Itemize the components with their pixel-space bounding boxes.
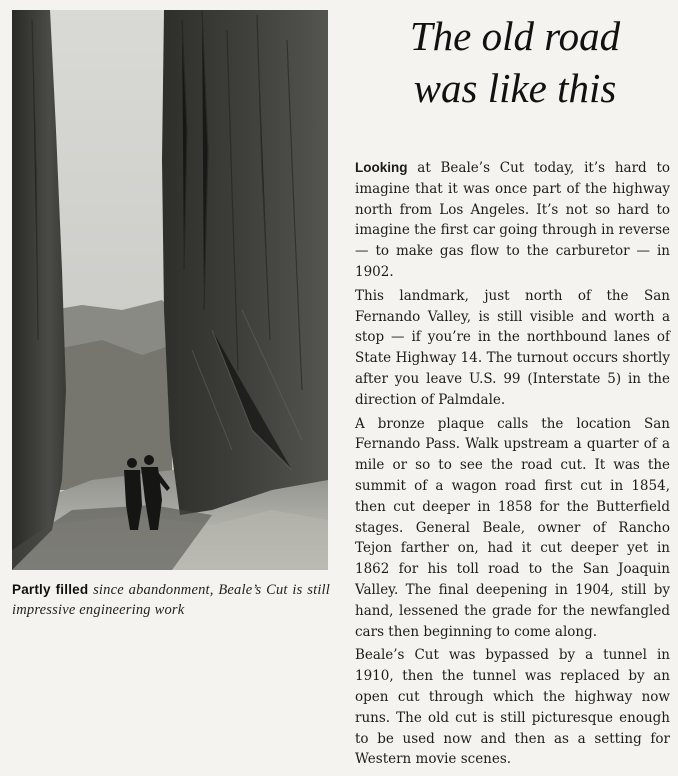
beales-cut-photo-image: [12, 10, 328, 570]
headline-line-2: was like this: [413, 65, 617, 111]
article-paragraph-2: This landmark, just north of the San Fernando Valley, is still visible and worth a stop — if you’re in the northbound lanes of State Highway 14. The turnout occurs shortly after you leave U.S. 99 (Interstate 5) in the direction of Palmdale.: [355, 287, 670, 408]
article-body: [355, 158, 670, 773]
photo-caption: [12, 580, 330, 620]
article-paragraph-3: A bronze plaque calls the location San Fernando Pass. Walk upstream a quarter of a mile or so to see the road cut. It was the summit of a wagon road first cut in 1854, then cut deeper in 1858 for the Butterfield stages. General Beale, owner of Rancho Tejon farther on, had it cut deeper yet in 1862 for his toll road to the San Joaquin Valley. The final deepening in 1904, still by hand, lessened the grade for the newfangled cars then beginning to come along.: [355, 415, 670, 640]
beales-cut-photo: [12, 10, 328, 570]
headline: [360, 10, 670, 114]
caption-text: since abandonment, Beale’s Cut is still impressive engineering work: [12, 582, 331, 618]
article-paragraph-4: Beale’s Cut was bypassed by a tunnel in 1910, then the tunnel was replaced by an open cut through which the highway now runs. The old cut is still picturesque enough to be used now and then as a setting for Western movie scenes.: [355, 647, 670, 768]
article-paragraph-1: [355, 158, 670, 283]
article-lead-word: Looking: [355, 160, 408, 175]
headline-line-1: The old road: [409, 13, 621, 59]
caption-lead: Partly filled: [12, 582, 89, 597]
article-paragraph-1-text: at Beale’s Cut today, it’s hard to imagine that it was once part of the highway north from Los Angeles. It’s not so hard to imagine the first car going through in reverse — to make gas flow to the carburetor — in 1902.: [355, 160, 670, 280]
